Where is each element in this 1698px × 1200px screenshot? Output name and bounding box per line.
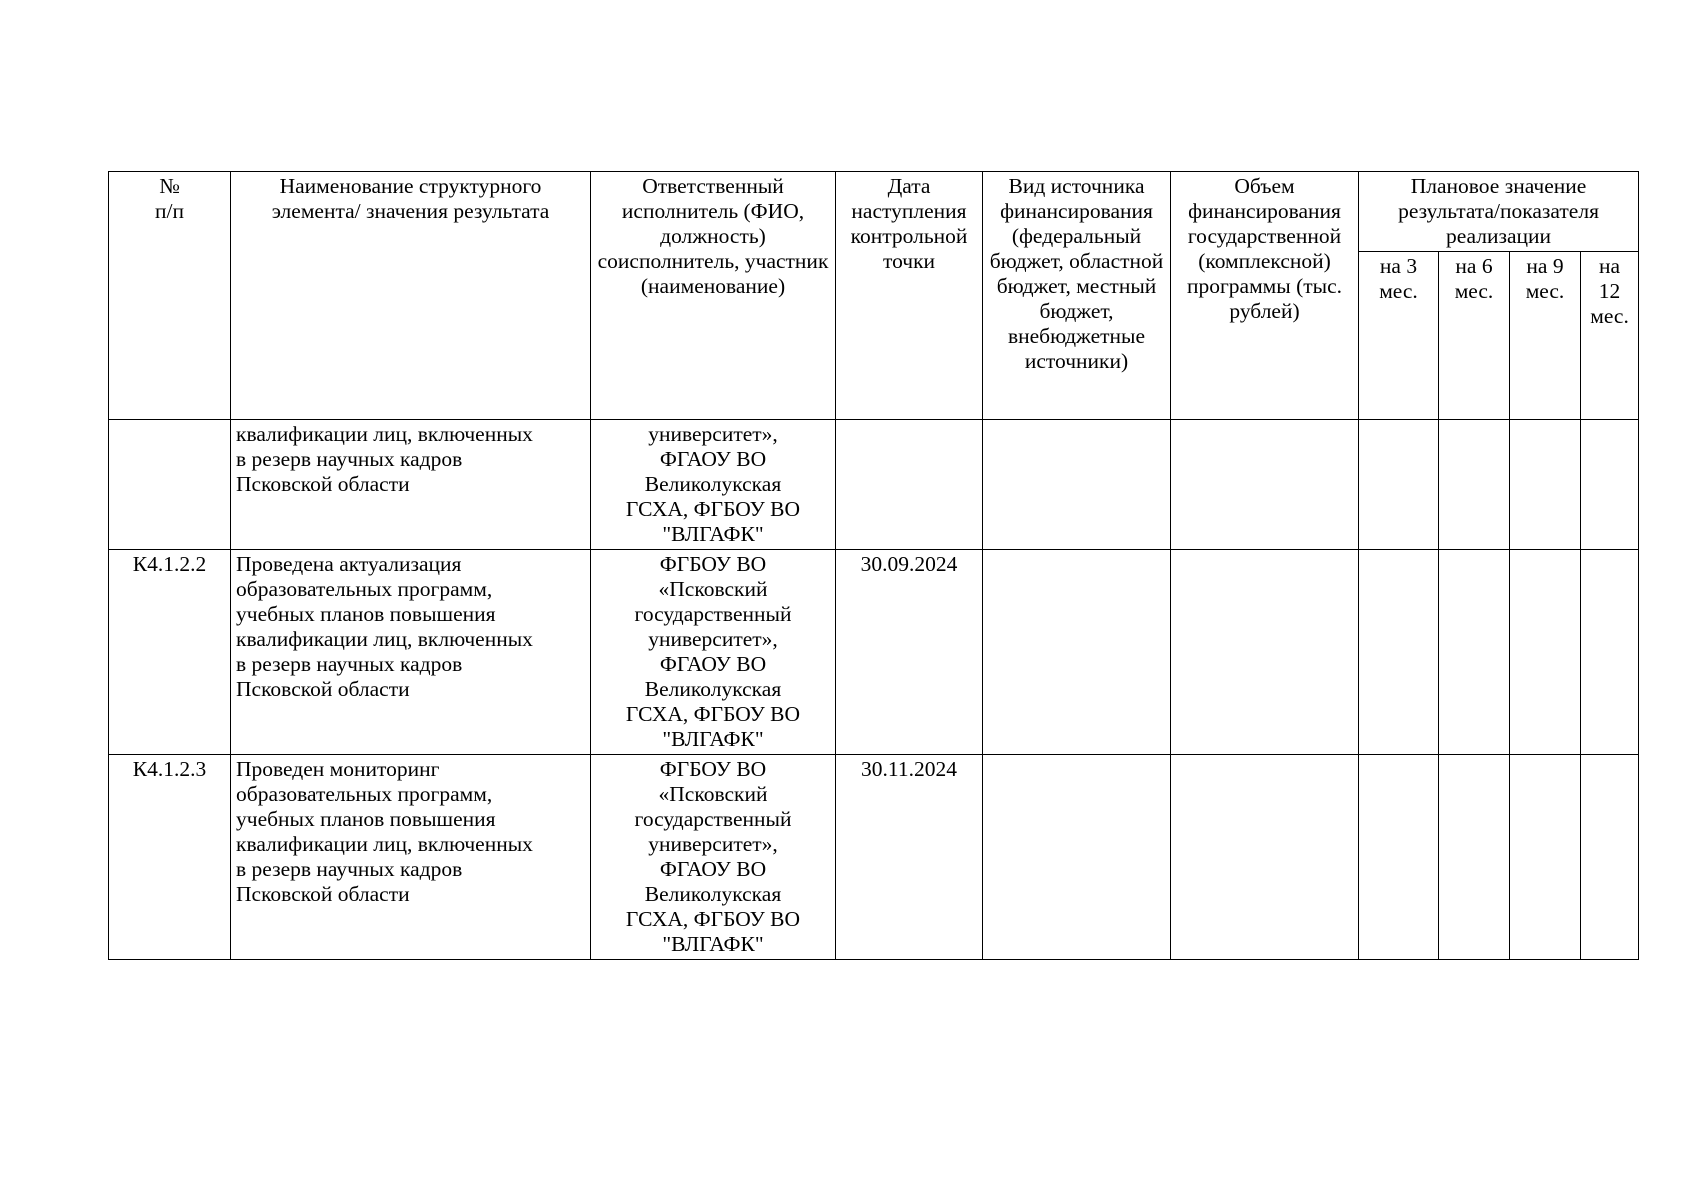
table-row — [109, 420, 1639, 550]
row-value-3-months — [1359, 755, 1439, 960]
control-points-table — [108, 171, 1639, 960]
header-3-months: на 3 мес. — [1359, 252, 1439, 420]
row-funding-volume — [1171, 755, 1359, 960]
row-number: К4.1.2.3 — [109, 755, 231, 960]
header-funding-volume: Объем финансирования государственной (комплексной) программы (тыс. рублей) — [1171, 172, 1359, 420]
row-funding-volume — [1171, 420, 1359, 550]
row-number — [109, 420, 231, 550]
row-element-name: Проведена актуализация образовательных программ, учебных планов повышения квалификации лиц, включенных в резерв научных кадров Псковской области — [231, 550, 591, 755]
row-funding-source — [983, 755, 1171, 960]
header-element-name: Наименование структурного элемента/ значения результата — [231, 172, 591, 420]
header-12-months: на 12 мес. — [1581, 252, 1639, 420]
row-element-name: Проведен мониторинг образовательных программ, учебных планов повышения квалификации лиц, включенных в резерв научных кадров Псковской области — [231, 755, 591, 960]
row-responsible: университет», ФГАОУ ВО Великолукская ГСХА, ФГБОУ ВО "ВЛГАФК" — [591, 420, 836, 550]
header-number: № п/п — [109, 172, 231, 420]
row-value-9-months — [1510, 420, 1581, 550]
header-planned-value: Плановое значение результата/показателя реализации — [1359, 172, 1639, 252]
row-value-9-months — [1510, 550, 1581, 755]
row-value-6-months — [1439, 420, 1510, 550]
row-value-3-months — [1359, 420, 1439, 550]
header-responsible: Ответственный исполнитель (ФИО, должность) соисполнитель, участник (наименование) — [591, 172, 836, 420]
row-value-12-months — [1581, 420, 1639, 550]
row-funding-source — [983, 420, 1171, 550]
row-value-6-months — [1439, 550, 1510, 755]
row-funding-volume — [1171, 550, 1359, 755]
row-funding-source — [983, 550, 1171, 755]
row-element-name: квалификации лиц, включенных в резерв научных кадров Псковской области — [231, 420, 591, 550]
header-funding-source: Вид источника финансирования (федеральный бюджет, областной бюджет, местный бюджет, внебюджетные источники) — [983, 172, 1171, 420]
row-value-9-months — [1510, 755, 1581, 960]
row-value-12-months — [1581, 755, 1639, 960]
header-9-months: на 9 мес. — [1510, 252, 1581, 420]
row-control-date: 30.11.2024 — [836, 755, 983, 960]
header-row — [109, 172, 1639, 252]
row-control-date — [836, 420, 983, 550]
row-responsible: ФГБОУ ВО «Псковский государственный университет», ФГАОУ ВО Великолукская ГСХА, ФГБОУ ВО "ВЛГАФК" — [591, 755, 836, 960]
row-value-3-months — [1359, 550, 1439, 755]
row-number: К4.1.2.2 — [109, 550, 231, 755]
table-row — [109, 755, 1639, 960]
row-value-6-months — [1439, 755, 1510, 960]
header-control-date: Дата наступления контрольной точки — [836, 172, 983, 420]
row-responsible: ФГБОУ ВО «Псковский государственный университет», ФГАОУ ВО Великолукская ГСХА, ФГБОУ ВО "ВЛГАФК" — [591, 550, 836, 755]
table-row — [109, 550, 1639, 755]
row-control-date: 30.09.2024 — [836, 550, 983, 755]
header-6-months: на 6 мес. — [1439, 252, 1510, 420]
row-value-12-months — [1581, 550, 1639, 755]
